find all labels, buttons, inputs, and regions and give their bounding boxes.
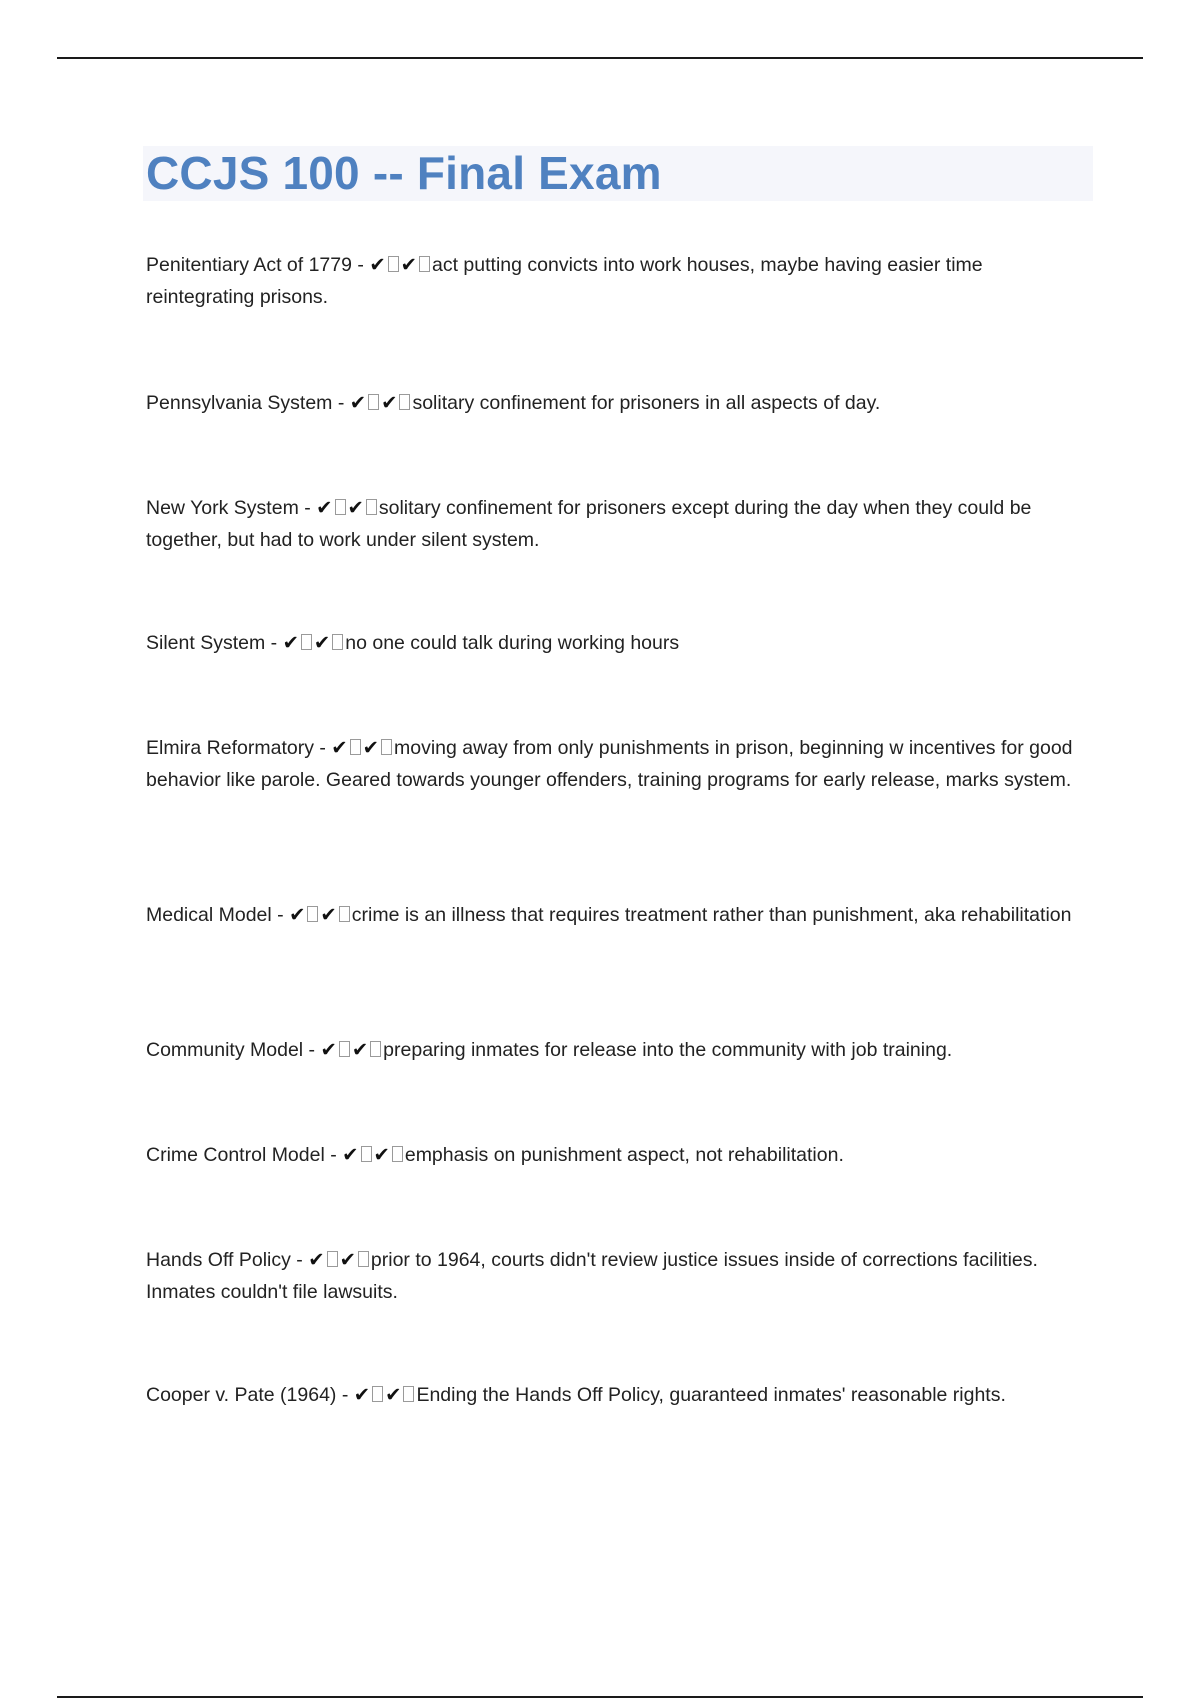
placeholder-box-icon bbox=[370, 1041, 381, 1057]
term-entry bbox=[146, 1244, 1096, 1308]
term-definition: act putting convicts into work houses, maybe having easier time reintegrating prisons. bbox=[146, 254, 983, 308]
term-entry bbox=[146, 387, 1096, 419]
placeholder-box-icon bbox=[419, 256, 430, 272]
term-name: Community Model - bbox=[146, 1039, 320, 1061]
term-definition: solitary confinement for prisoners in all aspects of day. bbox=[412, 392, 881, 414]
placeholder-box-icon bbox=[392, 1146, 403, 1162]
placeholder-box-icon bbox=[366, 499, 377, 515]
check-icon: ✔ bbox=[289, 904, 306, 926]
term-name: Hands Off Policy - bbox=[146, 1249, 308, 1271]
placeholder-box-icon bbox=[327, 1251, 338, 1267]
check-icon: ✔ bbox=[316, 497, 333, 519]
check-icon: ✔ bbox=[385, 1384, 402, 1406]
term-definition: crime is an illness that requires treatment rather than punishment, aka rehabilitation bbox=[351, 904, 1072, 926]
term-definition: Ending the Hands Off Policy, guaranteed inmates' reasonable rights. bbox=[416, 1384, 1006, 1406]
check-icon: ✔ bbox=[282, 632, 299, 654]
check-icon: ✔ bbox=[353, 1384, 371, 1406]
check-icon: ✔ bbox=[369, 254, 386, 276]
term-definition: preparing inmates for release into the community with job training. bbox=[383, 1039, 953, 1061]
term-entry bbox=[146, 732, 1096, 796]
placeholder-box-icon bbox=[301, 634, 312, 650]
term-entry bbox=[146, 249, 1096, 313]
term-name: Elmira Reformatory - bbox=[146, 737, 331, 759]
check-icon: ✔ bbox=[400, 254, 417, 276]
check-icon: ✔ bbox=[320, 904, 337, 926]
term-definition: emphasis on punishment aspect, not rehabilitation. bbox=[404, 1144, 844, 1166]
placeholder-box-icon bbox=[368, 394, 379, 410]
check-icon: ✔ bbox=[381, 392, 398, 414]
term-entry bbox=[146, 1034, 1096, 1066]
top-rule bbox=[57, 57, 1143, 59]
placeholder-box-icon bbox=[339, 1041, 350, 1057]
term-name: New York System - bbox=[146, 497, 316, 519]
check-icon: ✔ bbox=[351, 1039, 369, 1061]
placeholder-box-icon bbox=[388, 256, 399, 272]
term-entry bbox=[146, 627, 1096, 659]
term-name: Cooper v. Pate (1964) - bbox=[146, 1384, 354, 1406]
check-icon: ✔ bbox=[362, 737, 379, 759]
placeholder-box-icon bbox=[307, 906, 318, 922]
placeholder-box-icon bbox=[372, 1386, 383, 1402]
placeholder-box-icon bbox=[339, 906, 350, 922]
check-icon: ✔ bbox=[313, 632, 331, 654]
check-icon: ✔ bbox=[308, 1249, 325, 1271]
check-icon: ✔ bbox=[320, 1039, 337, 1061]
term-definition: prior to 1964, courts didn't review justice issues inside of corrections facilities. Inmates couldn't file lawsuits. bbox=[146, 1249, 1038, 1303]
placeholder-box-icon bbox=[399, 394, 410, 410]
term-name: Silent System - bbox=[146, 632, 283, 654]
term-entry bbox=[146, 1139, 1096, 1171]
placeholder-box-icon bbox=[403, 1386, 414, 1402]
placeholder-box-icon bbox=[335, 499, 346, 515]
term-definition: solitary confinement for prisoners except during the day when they could be together, but had to work under silent system. bbox=[146, 497, 1032, 551]
bottom-rule bbox=[57, 1696, 1143, 1698]
placeholder-box-icon bbox=[332, 634, 343, 650]
check-icon: ✔ bbox=[339, 1249, 356, 1271]
term-entry bbox=[146, 899, 1096, 931]
placeholder-box-icon bbox=[350, 739, 361, 755]
check-icon: ✔ bbox=[373, 1144, 390, 1166]
check-icon: ✔ bbox=[347, 497, 364, 519]
term-name: Penitentiary Act of 1779 - bbox=[146, 254, 369, 276]
placeholder-box-icon bbox=[361, 1146, 372, 1162]
check-icon: ✔ bbox=[331, 737, 348, 759]
placeholder-box-icon bbox=[358, 1251, 369, 1267]
check-icon: ✔ bbox=[342, 1144, 359, 1166]
term-entry bbox=[146, 492, 1096, 556]
term-name: Medical Model - bbox=[146, 904, 289, 926]
term-definition: no one could talk during working hours bbox=[345, 632, 680, 654]
term-definition: moving away from only punishments in prison, beginning w incentives for good behavior like parole. Geared towards younger offenders, training programs for early release, marks system. bbox=[146, 737, 1073, 791]
term-name: Pennsylvania System - bbox=[146, 392, 350, 414]
page-title: CCJS 100 -- Final Exam bbox=[146, 147, 662, 199]
placeholder-box-icon bbox=[381, 739, 392, 755]
check-icon: ✔ bbox=[349, 392, 367, 414]
term-name: Crime Control Model - bbox=[146, 1144, 342, 1166]
term-entry bbox=[146, 1379, 1096, 1411]
